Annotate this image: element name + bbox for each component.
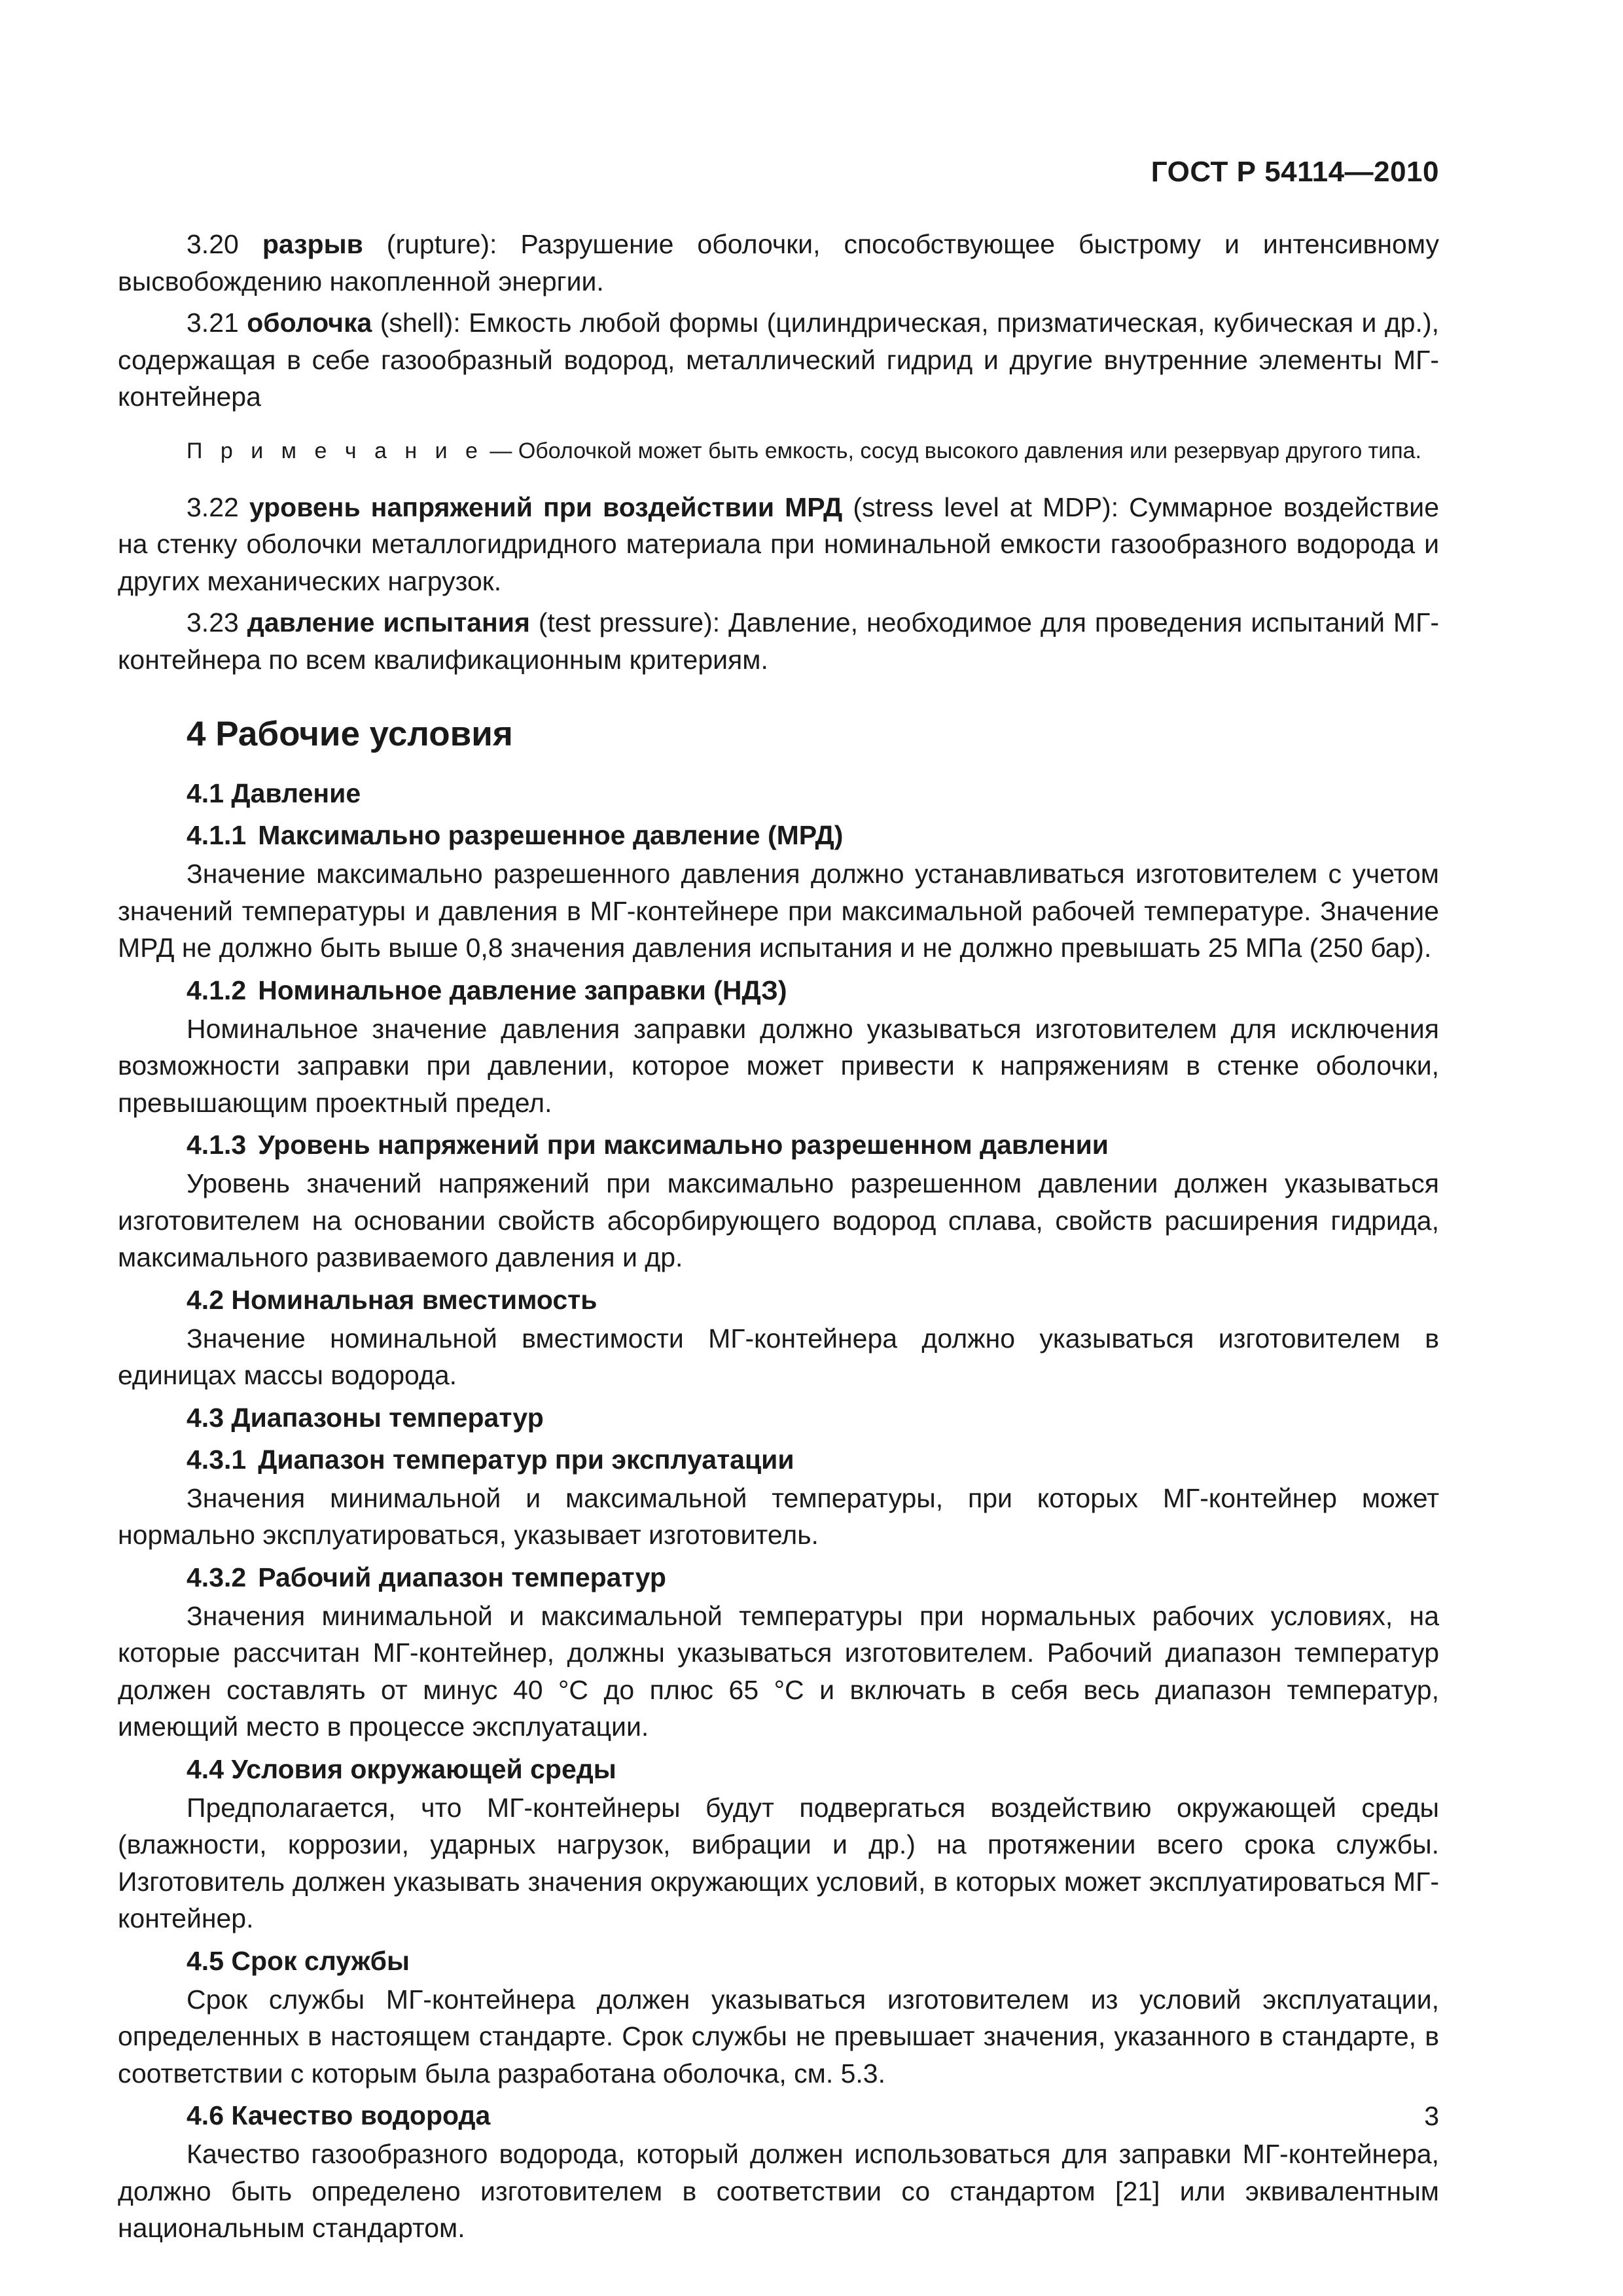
heading-4-5: 4.5 Срок службы — [187, 1945, 410, 1976]
definition-text: (shell): Емкость любой формы (цилиндрическая, призматическая, кубическая и др.), содержащая в себе газообразный водород, металлический гидрид и другие внутренние элементы МГ-контейнера — [118, 308, 1439, 412]
definition-term: разрыв — [262, 229, 363, 259]
heading-title: Уровень напряжений при максимально разрешенном давлении — [258, 1130, 1109, 1160]
definition-number: 3.22 — [187, 492, 239, 522]
definition-text: (stress level at MDP): Суммарное воздействие на стенку оболочки металлогидридного материала при номинальной емкости газообразного водорода и других механических нагрузок. — [118, 492, 1440, 596]
definition-number: 3.20 — [187, 229, 239, 259]
paragraph-4-3-2: Значения минимальной и максимальной температуры при нормальных рабочих условиях, на которые рассчитан МГ-контейнер, должны указываться изготовителем. Рабочий диапазон температур должен составлять от минус 40 °С до плюс 65 °С и включать в себя весь диапазон температур, имеющий место в процессе эксплуатации. — [118, 1600, 1439, 1742]
heading-4-3-2 — [118, 1559, 1439, 1596]
definition-term: уровень напряжений при воздействии МРД — [249, 492, 843, 522]
paragraph-4-1-2: Номинальное значение давления заправки должно указываться изготовителем для исключения возможности заправки при давлении, которое может привести к напряжениям в стенке оболочки, превышающим проектный предел. — [118, 1013, 1439, 1118]
definition-3-21 — [118, 304, 1439, 416]
heading-number: 4.3.1 — [187, 1444, 247, 1475]
heading-4-1-2 — [118, 972, 1439, 1009]
paragraph-4-1-1: Значение максимально разрешенного давления должно устанавливаться изготовителем с учетом значений температуры и давления в МГ-контейнере при максимальной рабочей температуре. Значение МРД не должно быть выше 0,8 значения давления испытания и не должно превышать 25 МПа (250 бар). — [118, 859, 1439, 963]
paragraph-4-4: Предполагается, что МГ-контейнеры будут подвергаться воздействию окружающей среды (влажности, коррозии, ударных нагрузок, вибрации и др.) на протяжении всего срока службы. Изготовитель должен указывать значения окружающих условий, в которых может эксплуатироваться МГ-контейнер. — [118, 1792, 1439, 1933]
heading-title: Диапазон температур при эксплуатации — [258, 1444, 794, 1475]
heading-number: 4.1.3 — [187, 1130, 247, 1160]
definition-text: (test pressure): Давление, необходимое для проведения испытаний МГ-контейнера по всем квалификационным критериям. — [118, 607, 1439, 675]
heading-title: Рабочий диапазон температур — [258, 1562, 666, 1592]
heading-title: Максимально разрешенное давление (МРД) — [258, 820, 844, 850]
note — [118, 434, 1439, 468]
heading-4-3: 4.3 Диапазоны температур — [187, 1402, 544, 1433]
definition-3-22 — [118, 489, 1439, 600]
page-number: 3 — [1424, 2101, 1439, 2131]
definition-term: оболочка — [247, 308, 372, 338]
definition-term: давление испытания — [247, 607, 530, 637]
definition-number: 3.23 — [187, 607, 239, 637]
heading-number: 4.1.1 — [187, 820, 247, 850]
heading-4-3-1 — [118, 1441, 1439, 1478]
definition-3-20 — [118, 226, 1439, 300]
heading-number: 4.1.2 — [187, 975, 247, 1005]
page-body — [118, 226, 1439, 2247]
note-label: П р и м е ч а н и е — [187, 438, 484, 463]
paragraph-4-1-3: Уровень значений напряжений при максимально разрешенном давлении должен указываться изготовителем на основании свойств абсорбирующего водород сплава, свойств расширения гидрида, максимального развиваемого давления и др. — [118, 1168, 1439, 1272]
section-4-title: 4 Рабочие условия — [187, 715, 513, 753]
heading-4-1-1 — [118, 817, 1439, 853]
heading-4-2: 4.2 Номинальная вместимость — [187, 1284, 597, 1315]
heading-4-1-3 — [118, 1126, 1439, 1163]
note-text: — Оболочкой может быть емкость, сосуд высокого давления или резервуар другого типа. — [483, 438, 1421, 463]
paragraph-4-5: Срок службы МГ-контейнера должен указываться изготовителем из условий эксплуатации, определенных в настоящем стандарте. Срок службы не превышает значения, указанного в стандарте, в соответствии с которым была разработана оболочка, см. 5.3. — [118, 1984, 1439, 2089]
definition-3-23 — [118, 604, 1439, 678]
heading-4-4: 4.4 Условия окружающей среды — [187, 1753, 616, 1784]
heading-number: 4.3.2 — [187, 1562, 247, 1592]
definition-number: 3.21 — [187, 308, 239, 338]
paragraph-4-3-1: Значения минимальной и максимальной температуры, при которых МГ-контейнер может нормально эксплуатироваться, указывает изготовитель. — [118, 1482, 1439, 1550]
definition-text: (rupture): Разрушение оболочки, способствующее быстрому и интенсивному высвобождению накопленной энергии. — [118, 229, 1439, 296]
heading-4-6: 4.6 Качество водорода — [187, 2100, 491, 2130]
heading-4-1: 4.1 Давление — [187, 778, 361, 808]
paragraph-4-6: Качество газообразного водорода, который должен использоваться для заправки МГ-контейнера, должно быть определено изготовителем в соответствии со стандартом [21] или эквивалентным национальным стандартом. — [118, 2139, 1439, 2243]
document-designation: ГОСТ Р 54114—2010 — [1150, 156, 1439, 188]
heading-title: Номинальное давление заправки (НДЗ) — [258, 975, 787, 1005]
paragraph-4-2: Значение номинальной вместимости МГ-контейнера должно указываться изготовителем в единицах массы водорода. — [118, 1323, 1439, 1390]
